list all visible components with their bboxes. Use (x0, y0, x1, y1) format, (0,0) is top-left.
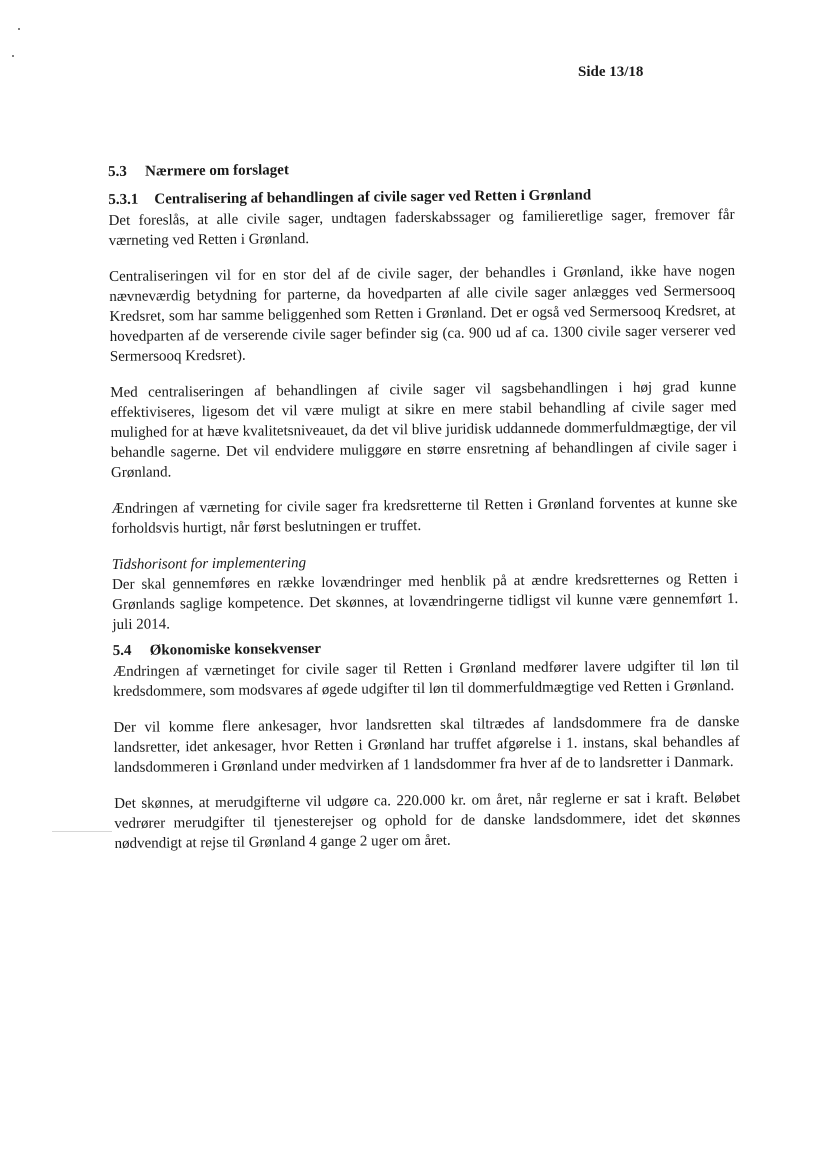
section-heading-5-3 (108, 156, 734, 183)
scan-artifact-line (52, 831, 112, 832)
paragraph-timeline: Der skal gennemføres en række lovændringer med henblik på at ændre kredsretternes og Retten i Grønlands saglige kompetence. Det skønnes, at lovændringerne tidligst vil kunne være gennemført 1. juli 2014. (111, 570, 739, 633)
paragraph-proposal: Det foreslås, at alle civile sager, undtagen faderskabssager og familieretlige sager, fremover får værneting ved Retten i Grønland. (108, 206, 735, 249)
paragraph-appeal-cases: Der vil komme flere ankesager, hvor landsretten skal tiltrædes af landsdommere fra de danske landsretter, idet ankesager, hvor Retten i Grønland har truffet afgørelse i 1. instans, skal behandles af landsdommeren i Grønland under medvirken af 1 landsdommer fra hver af de to landsretter i Danmark. (113, 713, 740, 776)
page-number: Side 13/18 (578, 64, 644, 80)
paragraph-extra-costs: Det skønnes, at merudgifterne vil udgøre ca. 220.000 kr. om året, når reglerne er sat i kraft. Beløbet vedrører merudgifter til tjenesterejser og ophold for de danske landsdommere, idet det skønnes nødvendigt at rejse til Grønland 4 gange 2 uger om året. (114, 789, 741, 852)
section-title: Centralisering af behandlingen af civile sager ved Retten i Grønland (154, 187, 592, 208)
section-number: 5.4 (112, 642, 132, 659)
document-body (108, 156, 741, 854)
paragraph-efficiency: Med centraliseringen af behandlingen af civile sager vil sagsbehandlingen i høj grad kunne effektiviseres, ligesom det vil være muligt at sikre en mere stabil behandling af civile sager med mulighed for at hæve kvalitetsniveauet, da det vil blive juridisk uddannede dommerfuldmægtige, der vil behandle sagerne. Det vil endvidere muliggøre en større ensretning af behandlingen af civile sager i Grønland. (110, 378, 737, 481)
scan-speck (12, 55, 14, 57)
scan-speck (18, 28, 20, 30)
paragraph-salary-costs: Ændringen af værnetinget for civile sager til Retten i Grønland medfører lavere udgifter til løn til kredsdommere, som modsvares af øgede udgifter til løn til dommerfuldmægtige ved Retten i Grønland. (112, 657, 739, 700)
section-title: Økonomiske konsekvenser (149, 640, 322, 659)
subheading-timeline: Tidshorisont for implementering (111, 555, 307, 573)
section-number: 5.3.1 (108, 191, 139, 208)
section-number: 5.3 (108, 163, 127, 180)
section-title: Nærmere om forslaget (145, 162, 289, 180)
paragraph-change-venue: Ændringen af værneting for civile sager fra kredsretterne til Retten i Grønland forventes at kunne ske forholdsvis hurtigt, når først beslutningen er truffet. (111, 494, 738, 537)
paragraph-centralization: Centraliseringen vil for en stor del af de civile sager, der behandles i Grønland, ikke have nogen nævneværdig betydning for parterne, da hovedparten af alle civile sager anlægges ved Sermersooq Kredsret, som har samme beliggenhed som Retten i Grønland. Det er også ved Sermersooq Kredsret, at hovedparten af de verserende civile sager befinder sig (ca. 900 ud af ca. 1300 civile sager verserer ved Sermersooq Kredsret). (109, 262, 736, 365)
